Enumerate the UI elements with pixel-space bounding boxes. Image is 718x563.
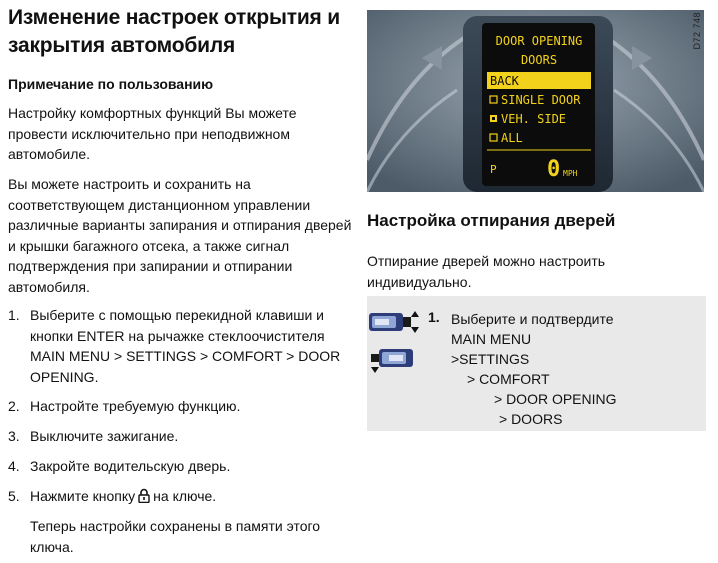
after-text: Теперь настройки сохранены в памяти этого ключа. bbox=[30, 518, 321, 555]
figure-code: D72 748 bbox=[692, 12, 702, 50]
instruction-line: Выберите и подтвердите bbox=[451, 311, 614, 327]
step-number: 3. bbox=[8, 428, 20, 444]
menu-path-settings: >SETTINGS bbox=[451, 351, 530, 367]
note-text: Настройку комфортных функций Вы можете провести исключительно при неподвижном автомобиле. bbox=[8, 105, 297, 162]
menu-path-comfort: > COMFORT bbox=[467, 371, 550, 387]
step-number: 4. bbox=[8, 458, 20, 474]
menu-path-main-menu: MAIN MENU bbox=[451, 331, 532, 347]
step-text-after: на ключе. bbox=[153, 488, 217, 504]
lcd-speed: 0 bbox=[547, 157, 561, 182]
wiper-stalk-rocker-icon bbox=[369, 307, 427, 337]
step-text: Выключите зажигание. bbox=[30, 428, 179, 444]
step-text: Выберите с помощью перекидной клавиши и кнопки ENTER на рычажке стеклоочистителя MAIN MENU > SETTINGS > COMFORT > DOOR OPENING. bbox=[30, 307, 341, 385]
lcd-header-line2: DOORS bbox=[520, 53, 558, 67]
lcd-item-single-door: SINGLE DOOR bbox=[501, 93, 581, 107]
step-text bbox=[30, 486, 355, 507]
page-title: Изменение настроек открытия и закрытия автомобиля bbox=[8, 6, 340, 57]
wiper-stalk-enter-icon bbox=[369, 345, 427, 375]
step-text: Закройте водительскую дверь. bbox=[30, 458, 231, 474]
instrument-cluster-illustration bbox=[367, 10, 704, 192]
lcd-speed-unit: MPH bbox=[563, 169, 578, 178]
section-text: Отпирание дверей можно настроить индивидуально. bbox=[367, 253, 606, 290]
step-text: Настройте требуемую функцию. bbox=[30, 398, 241, 414]
menu-path-doors: > DOORS bbox=[499, 411, 563, 427]
step-number: 1. bbox=[8, 307, 20, 323]
step-number: 2. bbox=[8, 398, 20, 414]
note-heading: Примечание по пользованию bbox=[8, 76, 214, 92]
menu-path-door-opening: > DOOR OPENING bbox=[494, 391, 617, 407]
lcd-header-line1: DOOR OPENING bbox=[495, 34, 583, 48]
intro-text: Вы можете настроить и сохранить на соответствующем дистанционном управлении различные варианты запирания и отпирания дверей и крышки багажного отсека, а также сигнал подтверждения при запирании и отпирании автомобиля. bbox=[8, 176, 352, 295]
instruction-number: 1. bbox=[428, 309, 440, 325]
step-number: 5. bbox=[8, 488, 20, 504]
section-heading: Настройка отпирания дверей bbox=[367, 211, 616, 230]
lcd-item-veh-side: VEH. SIDE bbox=[501, 112, 567, 126]
lcd-gear: P bbox=[490, 163, 497, 176]
instrument-display-photo bbox=[367, 10, 704, 192]
lcd-item-back: BACK bbox=[490, 74, 519, 88]
step-text-before: Нажмите кнопку bbox=[30, 488, 136, 504]
lock-icon bbox=[138, 488, 150, 503]
lcd-item-all: ALL bbox=[501, 131, 523, 145]
